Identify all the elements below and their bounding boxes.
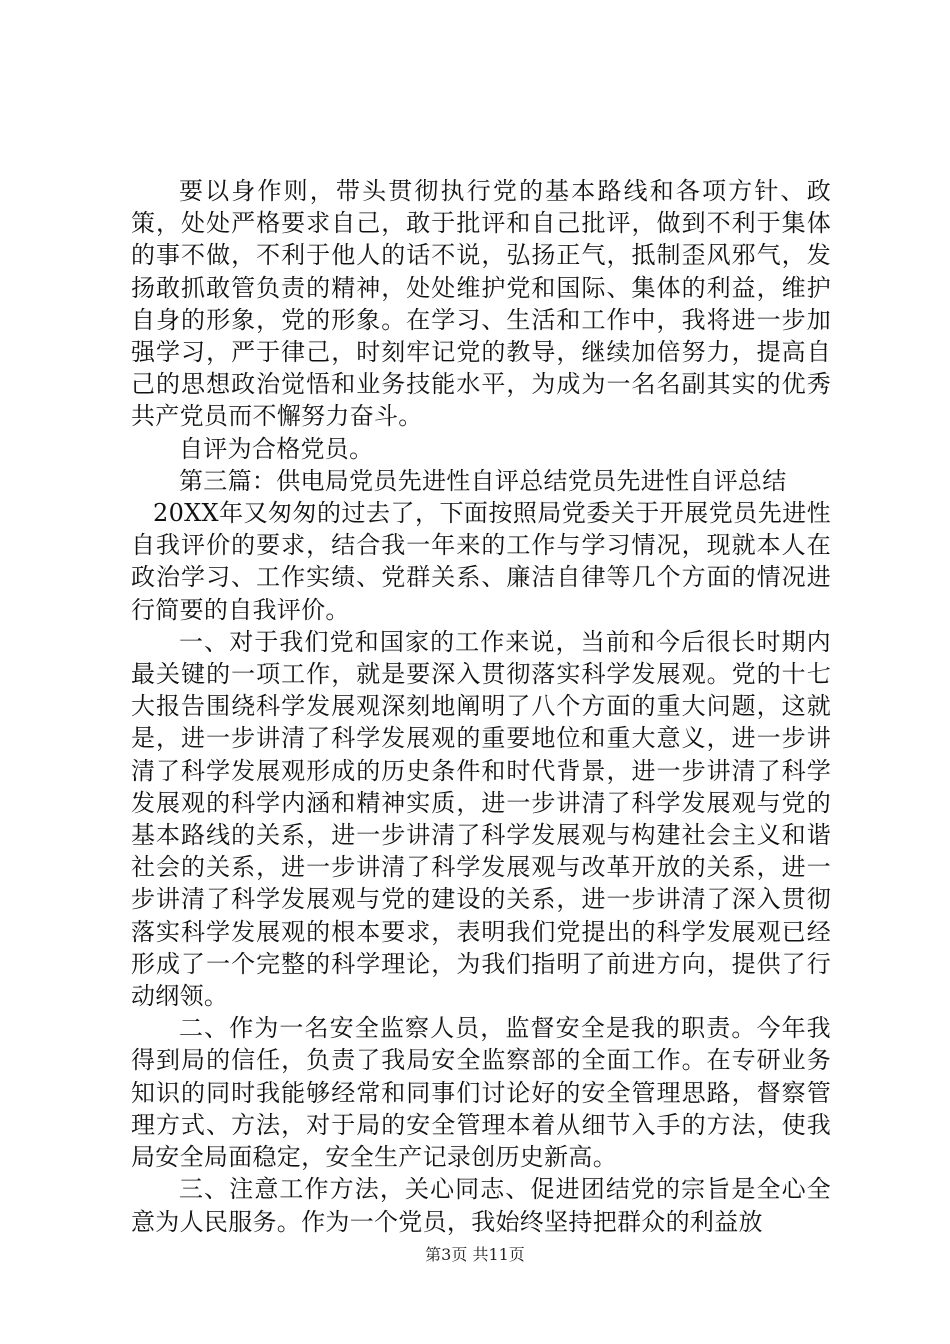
paragraph-self-discipline: 要以身作则，带头贯彻执行党的基本路线和各项方针、政策，处处严格要求自己，敢于批评和自己批评，做到不利于集体的事不做，不利于他人的话不说，弘扬正气，抵制歪风邪气，发扬敢抓敢管负责的精神，处处维护党和国际、集体的利益，维护自身的形象，党的形象。在学习、生活和工作中，我将进一步加强学习，严于律己，时刻牢记党的教导，继续加倍努力，提高自己的思想政治觉悟和业务技能水平，为成为一名名副其实的优秀共产党员而不懈努力奋斗。 xyxy=(131,177,831,431)
paragraph-point-one: 一、对于我们党和国家的工作来说，当前和今后很长时期内最关键的一项工作，就是要深入贯彻落实科学发展观。党的十七大报告围绕科学发展观深刻地阐明了八个方面的重大问题，这就是，进一步讲清了科学发展观的重要地位和重大意义，进一步讲清了科学发展观形成的历史条件和时代背景，进一步讲清了科学发展观的科学内涵和精神实质，进一步讲清了科学发展观与党的基本路线的关系，进一步讲清了科学发展观与构建社会主义和谐社会的关系，进一步讲清了科学发展观与改革开放的关系，进一步讲清了科学发展观与党的建设的关系，进一步讲清了深入贯彻落实科学发展观的根本要求，表明我们党提出的科学发展观已经形成了一个完整的科学理论，为我们指明了前进方向，提供了行动纲领。 xyxy=(131,627,831,1011)
page-number-footer: 第3页 共11页 xyxy=(425,1245,525,1264)
paragraph-year-intro: 20XX年又匆匆的过去了，下面按照局党委关于开展党员先进性自我评价的要求，结合我一年来的工作与学习情况，现就本人在政治学习、工作实绩、党群关系、廉洁自律等几个方面的情况进行简要的自我评价。 xyxy=(131,499,831,624)
paragraph-point-two: 二、作为一名安全监察人员，监督安全是我的职责。今年我得到局的信任，负责了我局安全监察部的全面工作。在专研业务知识的同时我能够经常和同事们讨论好的安全管理思路，督察管理方式、方法，对于局的安全管理本着从细节入手的方法，使我局安全局面稳定，安全生产记录创历史新高。 xyxy=(131,1014,831,1172)
paragraph-self-rating: 自评为合格党员。 xyxy=(179,434,374,463)
section-heading-part-three: 第三篇：供电局党员先进性自评总结党员先进性自评总结 xyxy=(179,466,787,495)
paragraph-point-three: 三、注意工作方法，关心同志、促进团结党的宗旨是全心全意为人民服务。作为一个党员，我始终坚持把群众的利益放 xyxy=(131,1175,831,1236)
document-body xyxy=(131,175,831,1238)
